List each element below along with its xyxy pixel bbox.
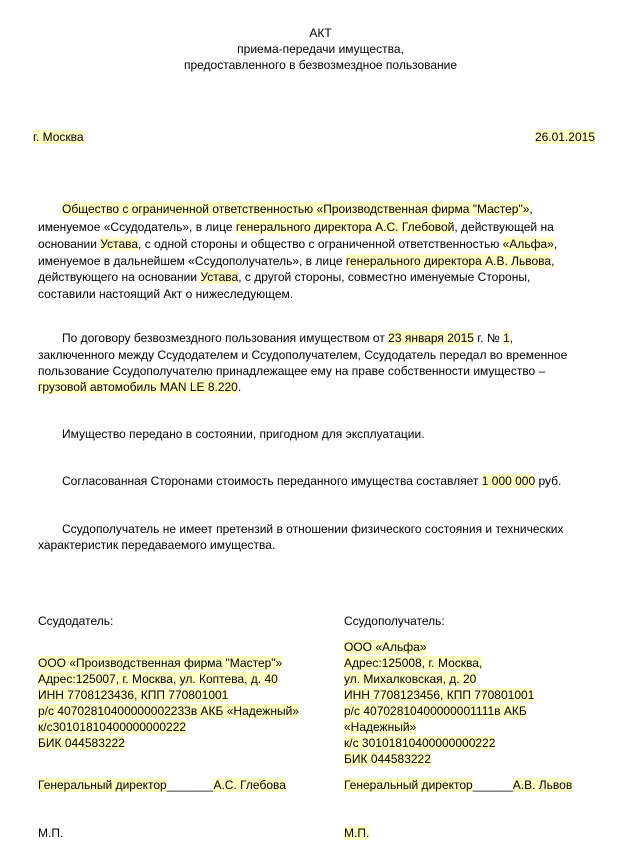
claims-line-2: характеристик передаваемого имущества. bbox=[38, 538, 276, 552]
borrower-basis: Устава bbox=[200, 270, 239, 284]
contract-date: 23 января 2015 bbox=[388, 331, 474, 345]
parties-line-2: именуемое «Ссудодатель», в лице генерального директора А.С. Глебовой, действующей на bbox=[38, 220, 554, 234]
lender-bik: БИК 044583222 bbox=[38, 736, 125, 750]
property-value: 1 000 000 bbox=[481, 474, 536, 488]
contract-number: 1 bbox=[503, 331, 510, 345]
borrower-inn: ИНН 7708123456, КПП 770801001 bbox=[344, 688, 535, 702]
parties-line-1: Общество с ограниченной ответственностью «Производственная фирма "Мастер"», bbox=[62, 202, 533, 216]
borrower-position: Генеральный директор bbox=[344, 778, 473, 792]
borrower-bank: «Надежный» bbox=[344, 720, 417, 734]
date-value: 26.01.2015 bbox=[534, 130, 595, 144]
borrower-signature-line bbox=[344, 778, 572, 793]
borrower-address-1: Адрес:125008, г. Москва, bbox=[344, 656, 483, 670]
borrower-label: Ссудополучатель: bbox=[344, 614, 445, 628]
lender-corr-account: к/с30101810400000000222 bbox=[38, 720, 187, 734]
borrower-short-name: «Альфа» bbox=[502, 237, 554, 251]
place-value: г. Москва bbox=[33, 130, 84, 144]
date bbox=[535, 130, 595, 145]
lender-address: Адрес:125007, г. Москва, ул. Коптева, д. 40 bbox=[38, 672, 278, 686]
borrower-corr-account: к/с 30101810400000000222 bbox=[344, 736, 496, 750]
borrower-signer: А.В. Львов bbox=[512, 778, 573, 792]
lender-position: Генеральный директор bbox=[38, 778, 167, 792]
borrower-account: р/с 40702810400000001111в АКБ bbox=[344, 704, 527, 718]
act-subtitle-line2: предоставленного в безвозмездное пользование bbox=[183, 58, 458, 72]
lender-director: генерального директора А.С. Глебовой bbox=[235, 220, 455, 234]
parties-line-6: составили настоящий Акт о нижеследующем. bbox=[38, 287, 294, 301]
lender-inn: ИНН 7708123436, КПП 770801001 bbox=[38, 688, 229, 702]
place bbox=[33, 130, 84, 145]
condition-paragraph: Имущество передано в состоянии, пригодном для эксплуатации. bbox=[62, 427, 425, 441]
borrower-director: генерального директора А.В. Львова bbox=[345, 254, 552, 268]
value-paragraph: Согласованная Сторонами стоимость переданного имущества составляет 1 000 000 руб. bbox=[62, 474, 562, 488]
parties-line-4: именуемое в дальнейшем «Ссудополучатель», в лице генерального директора А.В. Львова, bbox=[38, 254, 555, 268]
borrower-stamp: М.П. bbox=[344, 826, 370, 840]
lender-account: р/с 40702810400000002233в АКБ «Надежный» bbox=[38, 704, 299, 718]
act-subtitle-line1: приема-передачи имущества, bbox=[237, 42, 404, 56]
lender-stamp: М.П. bbox=[38, 826, 64, 840]
lender-full-name: Общество с ограниченной ответственностью «Производственная фирма "Мастер"» bbox=[62, 202, 530, 216]
contract-line-2: заключенного между Ссудодателем и Ссудополучателем, Ссудодатель передал во временное bbox=[38, 348, 568, 362]
claims-line-1: Ссудополучатель не имеет претензий в отношении физического состояния и технических bbox=[62, 522, 564, 536]
lender-signature-blank: _______ bbox=[166, 778, 214, 792]
borrower-name: ООО «Альфа» bbox=[344, 640, 427, 654]
property-description: грузовой автомобиль MAN LE 8.220 bbox=[38, 380, 238, 394]
contract-line-4: грузовой автомобиль MAN LE 8.220. bbox=[38, 380, 242, 394]
borrower-bik: БИК 044583222 bbox=[344, 752, 431, 766]
parties-line-5: действующего на основании Устава, с другой стороны, совместно именуемые Стороны, bbox=[38, 270, 531, 284]
parties-line-3: основании Устава, с одной стороны и общество с ограниченной ответственностью «Альфа», bbox=[38, 237, 558, 251]
borrower-signature-blank: ______ bbox=[472, 778, 513, 792]
lender-label: Ссудодатель: bbox=[38, 614, 114, 628]
borrower-address-2: ул. Михалковская, д. 20 bbox=[344, 672, 477, 686]
lender-basis: Устава bbox=[100, 237, 139, 251]
act-title: АКТ bbox=[309, 26, 332, 40]
contract-line-3: пользование Ссудополучателю принадлежащее ему на праве собственности имущество – bbox=[38, 364, 546, 378]
lender-name: ООО «Производственная фирма "Мастер"» bbox=[38, 656, 283, 670]
lender-signer: А.С. Глебова bbox=[213, 778, 286, 792]
lender-signature-line bbox=[38, 778, 286, 793]
contract-line-1: По договору безвозмездного пользования имуществом от 23 января 2015 г. № 1, bbox=[62, 331, 514, 345]
